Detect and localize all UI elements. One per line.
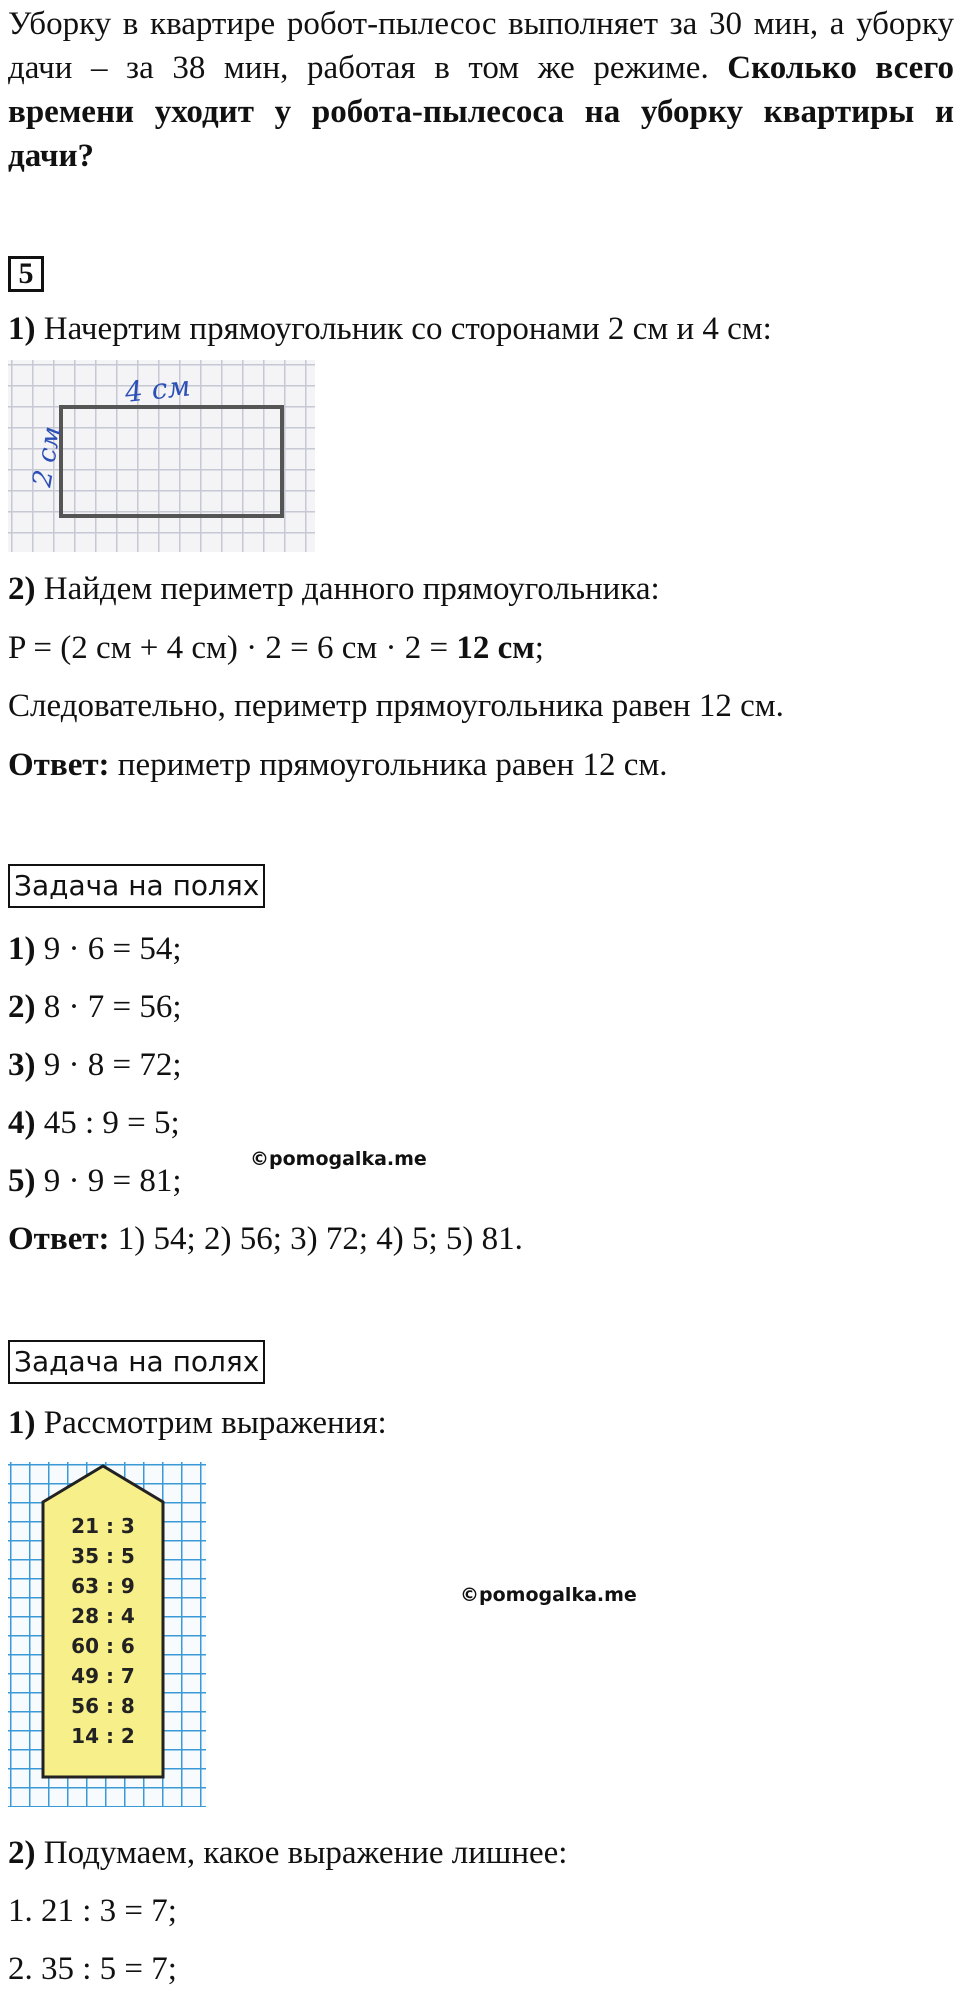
task-number-badge: 5 xyxy=(8,256,44,292)
problem-statement xyxy=(8,2,954,178)
card-expression: 49 : 7 xyxy=(71,1664,135,1688)
step-text: Найдем периметр данного прямоугольника: xyxy=(35,571,660,607)
step-text: Подумаем, какое выражение лишнее: xyxy=(35,1835,568,1871)
expressions-card-image xyxy=(8,1462,206,1807)
card-expression: 60 : 6 xyxy=(71,1634,135,1658)
perimeter-formula xyxy=(8,627,544,670)
step-number: 2) xyxy=(8,1835,36,1871)
row-text: 45 : 9 = 5; xyxy=(35,1105,180,1141)
problem-question: Сколько всего времени уходит у робота-пылесоса на уборку квартиры и дачи? xyxy=(8,50,954,174)
answer-text: периметр прямоугольника равен 12 см. xyxy=(109,747,668,783)
card-expression: 56 : 8 xyxy=(71,1694,135,1718)
rectangle-drawing xyxy=(8,360,315,552)
answer-text: 1) 54; 2) 56; 3) 72; 4) 5; 5) 81. xyxy=(109,1221,523,1257)
margin2-step2 xyxy=(8,1832,567,1875)
margin1-row xyxy=(8,1044,182,1087)
expressions-card xyxy=(8,1462,206,1807)
margin-task-title: Задача на полях xyxy=(8,1340,265,1384)
margin-task-title: Задача на полях xyxy=(8,864,265,908)
card-expression: 35 : 5 xyxy=(71,1544,135,1568)
card-expression: 63 : 9 xyxy=(71,1574,135,1598)
step-text: Рассмотрим выражения: xyxy=(35,1405,387,1441)
margin1-row xyxy=(8,986,182,1029)
answer-label: Ответ: xyxy=(8,1221,110,1257)
margin2-step1 xyxy=(8,1402,387,1445)
formula-text: P = (2 см + 4 см) · 2 = 6 см · 2 = xyxy=(8,630,457,666)
task5-step1 xyxy=(8,308,772,351)
margin1-row xyxy=(8,1102,180,1145)
task5-step2 xyxy=(8,568,660,611)
card-expression: 21 : 3 xyxy=(71,1514,135,1538)
task5-answer xyxy=(8,744,668,787)
formula-end: ; xyxy=(534,630,544,666)
watermark: ©pomogalka.me xyxy=(250,1148,427,1170)
step-text: Начертим прямоугольник со сторонами 2 см и 4 см: xyxy=(35,311,772,347)
row-number: 2) xyxy=(8,989,36,1025)
card-expression: 28 : 4 xyxy=(71,1604,135,1628)
card-expression: 14 : 2 xyxy=(71,1724,135,1748)
step-number: 1) xyxy=(8,311,36,347)
conclusion-line: Следовательно, периметр прямоугольника равен 12 см. xyxy=(8,688,784,724)
rectangle-outline xyxy=(61,407,282,516)
step-number: 2) xyxy=(8,571,36,607)
expression-line: 1. 21 : 3 = 7; xyxy=(8,1893,177,1929)
margin1-row xyxy=(8,1160,182,1203)
expression-line: 2. 35 : 5 = 7; xyxy=(8,1951,177,1987)
row-number: 5) xyxy=(8,1163,36,1199)
row-text: 9 · 8 = 72; xyxy=(35,1047,182,1083)
rectangle-figure xyxy=(8,360,315,552)
row-number: 4) xyxy=(8,1105,36,1141)
row-text: 8 · 7 = 56; xyxy=(35,989,182,1025)
row-number: 1) xyxy=(8,931,36,967)
row-number: 3) xyxy=(8,1047,36,1083)
problem-text: Уборку в квартире робот-пылесос выполняет за 30 мин, а уборку дачи – за 38 мин, работая в том же режиме. xyxy=(8,6,954,86)
answer-label: Ответ: xyxy=(8,747,110,783)
margin1-answer xyxy=(8,1218,523,1261)
top-side-label: 4 см xyxy=(123,369,192,409)
watermark: ©pomogalka.me xyxy=(460,1584,637,1606)
left-side-label: 2 см xyxy=(27,423,68,490)
formula-result: 12 см xyxy=(456,630,535,666)
row-text: 9 · 6 = 54; xyxy=(35,931,182,967)
step-number: 1) xyxy=(8,1405,36,1441)
margin1-row xyxy=(8,928,182,971)
row-text: 9 · 9 = 81; xyxy=(35,1163,182,1199)
